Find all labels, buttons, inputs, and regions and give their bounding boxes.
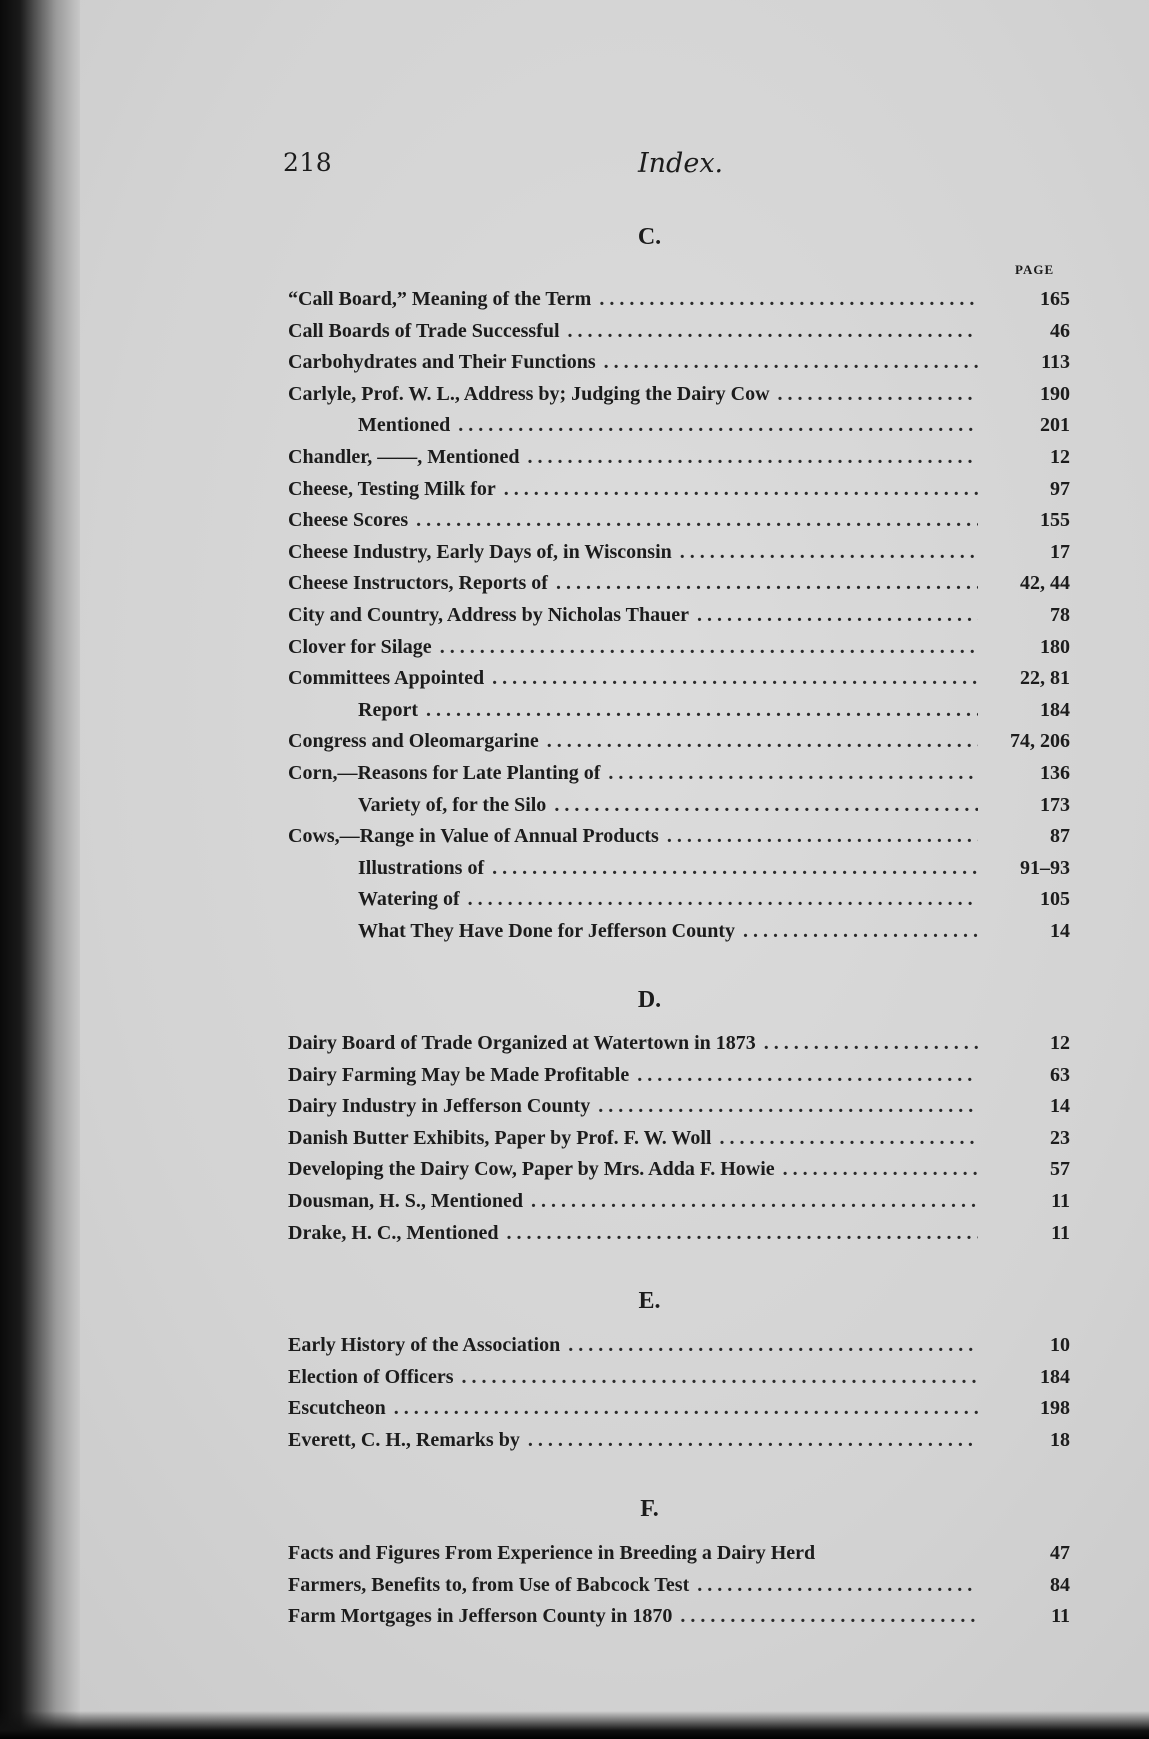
index-entry xyxy=(288,1186,1070,1218)
entry-page: 97 xyxy=(1050,477,1070,500)
leader-dots xyxy=(764,1028,978,1060)
leader-dots xyxy=(680,1601,978,1633)
leader-dots xyxy=(680,537,978,569)
entry-text: Facts and Figures From Experience in Breeding a Dairy Herd xyxy=(288,1542,816,1564)
index-section-d xyxy=(288,1028,1070,1249)
index-entry xyxy=(288,537,1070,569)
leader-dots xyxy=(743,916,978,948)
entry-page: 155 xyxy=(1040,509,1070,532)
entry-page: 105 xyxy=(1040,888,1070,911)
index-entry xyxy=(288,1028,1070,1060)
leader-dots xyxy=(608,758,978,790)
leader-dots xyxy=(504,474,978,506)
index-entry xyxy=(288,663,1070,695)
leader-dots xyxy=(440,632,978,664)
index-entry xyxy=(288,1330,1070,1362)
index-entry xyxy=(288,1601,1070,1633)
entry-page: 63 xyxy=(1050,1063,1070,1086)
entry-page: 47 xyxy=(1050,1542,1070,1564)
leader-dots xyxy=(394,1393,978,1425)
entry-page: 91–93 xyxy=(1020,856,1070,879)
entry-page: 165 xyxy=(1040,288,1070,310)
entry-text: “Call Board,” Meaning of the Term xyxy=(288,288,592,310)
index-entry xyxy=(288,1538,1070,1570)
leader-dots xyxy=(416,505,978,537)
entry-page: 173 xyxy=(1040,793,1070,816)
index-entry xyxy=(288,1123,1070,1155)
running-title: Index. xyxy=(638,148,724,179)
entry-text: What They Have Done for Jefferson County xyxy=(358,919,736,942)
entry-page: 22, 81 xyxy=(1020,667,1070,690)
index-subentry xyxy=(288,853,1070,885)
index-entry xyxy=(288,1570,1070,1602)
entry-page: 42, 44 xyxy=(1020,572,1070,595)
entry-text: Report xyxy=(358,698,418,721)
entry-page: 11 xyxy=(1051,1189,1070,1212)
entry-text: Congress and Oleomargarine xyxy=(288,730,539,753)
entry-page: 57 xyxy=(1050,1158,1070,1181)
leader-dots xyxy=(556,568,978,600)
leader-dots xyxy=(719,1123,978,1155)
leader-dots xyxy=(531,1186,978,1218)
entry-text: Watering of xyxy=(358,888,460,911)
leader-dots xyxy=(568,1330,978,1362)
entry-page: 136 xyxy=(1040,761,1070,784)
entry-page: 184 xyxy=(1040,698,1070,721)
index-entry xyxy=(288,1154,1070,1186)
entry-page: 190 xyxy=(1040,382,1070,405)
index-entry xyxy=(288,1393,1070,1425)
leader-dots xyxy=(492,663,978,695)
index-entry xyxy=(288,474,1070,506)
entry-page: 84 xyxy=(1050,1573,1070,1596)
index-entry xyxy=(288,1362,1070,1394)
entry-page: 78 xyxy=(1050,603,1070,626)
entry-page: 14 xyxy=(1050,1095,1070,1118)
leader-dots xyxy=(697,600,978,632)
page-number: 218 xyxy=(283,148,333,177)
leader-dots xyxy=(598,1091,978,1123)
index-entry xyxy=(288,379,1070,411)
entry-text: Cheese Instructors, Reports of xyxy=(288,572,548,595)
entry-text: Variety of, for the Silo xyxy=(358,793,547,816)
entry-text: Dousman, H. S., Mentioned xyxy=(288,1189,524,1212)
index-entry xyxy=(288,600,1070,632)
leader-dots xyxy=(468,884,978,916)
leader-dots xyxy=(599,284,978,316)
index-entry xyxy=(288,1091,1070,1123)
leader-dots xyxy=(778,379,978,411)
entry-text: Farmers, Benefits to, from Use of Babcock Test xyxy=(288,1573,690,1596)
index-entry xyxy=(288,1060,1070,1092)
index-section-e xyxy=(288,1330,1070,1456)
entry-text: Mentioned xyxy=(358,414,451,437)
entry-text: Carlyle, Prof. W. L., Address by; Judging the Dairy Cow xyxy=(288,382,770,405)
index-subentry xyxy=(288,695,1070,727)
entry-text: Everett, C. H., Remarks by xyxy=(288,1428,520,1451)
entry-page: 23 xyxy=(1050,1126,1070,1149)
leader-dots xyxy=(554,790,978,822)
index-entry xyxy=(288,347,1070,379)
leader-dots xyxy=(528,442,978,474)
index-entry xyxy=(288,284,1070,316)
entry-text: Chandler, ——, Mentioned xyxy=(288,445,520,468)
book-binding xyxy=(0,0,80,1739)
entry-text: Cheese, Testing Milk for xyxy=(288,477,496,500)
entry-text: Dairy Industry in Jefferson County xyxy=(288,1095,591,1118)
entry-page: 87 xyxy=(1050,825,1070,848)
index-entry xyxy=(288,568,1070,600)
entry-text: Developing the Dairy Cow, Paper by Mrs. Adda F. Howie xyxy=(288,1158,775,1181)
entry-text: Early History of the Association xyxy=(288,1334,561,1356)
section-letter-f: F. xyxy=(640,1496,659,1522)
entry-page: 12 xyxy=(1050,445,1070,468)
entry-page: 14 xyxy=(1050,919,1070,942)
entry-text: Call Boards of Trade Successful xyxy=(288,319,560,342)
section-letter-c: C. xyxy=(637,224,662,250)
entry-text: Cheese Scores xyxy=(288,509,409,532)
leader-dots xyxy=(426,695,978,727)
entry-text: Cheese Industry, Early Days of, in Wisconsin xyxy=(288,540,672,563)
leader-dots xyxy=(492,853,978,885)
entry-page: 113 xyxy=(1041,351,1070,374)
leader-dots xyxy=(458,410,978,442)
index-section-f xyxy=(288,1538,1070,1633)
entry-text: Corn,—Reasons for Late Planting of xyxy=(288,761,601,784)
entry-page: 184 xyxy=(1040,1365,1070,1388)
entry-text: Escutcheon xyxy=(288,1397,386,1420)
entry-text: Farm Mortgages in Jefferson County in 1870 xyxy=(288,1605,673,1628)
index-entry xyxy=(288,758,1070,790)
entry-page: 11 xyxy=(1051,1221,1070,1244)
index-section-c xyxy=(288,284,1070,947)
entry-page: 18 xyxy=(1050,1428,1070,1451)
entry-text: Cows,—Range in Value of Annual Products xyxy=(288,825,659,848)
entry-text: Drake, H. C., Mentioned xyxy=(288,1221,499,1244)
leader-dots xyxy=(568,316,979,348)
leader-dots xyxy=(604,347,978,379)
index-subentry xyxy=(288,884,1070,916)
entry-text: Danish Butter Exhibits, Paper by Prof. F. W. Woll xyxy=(288,1126,712,1149)
entry-text: Carbohydrates and Their Functions xyxy=(288,351,596,374)
index-entry xyxy=(288,442,1070,474)
entry-text: Committees Appointed xyxy=(288,667,485,690)
index-entry xyxy=(288,632,1070,664)
index-subentry xyxy=(288,916,1070,948)
index-entry xyxy=(288,821,1070,853)
index-subentry xyxy=(288,790,1070,822)
leader-dots xyxy=(637,1060,978,1092)
leader-dots xyxy=(528,1425,978,1457)
entry-text: Illustrations of xyxy=(358,856,485,879)
entry-text: Dairy Board of Trade Organized at Watertown in 1873 xyxy=(288,1032,756,1054)
leader-dots xyxy=(667,821,978,853)
leader-dots xyxy=(507,1218,978,1250)
index-entry xyxy=(288,505,1070,537)
entry-page: 11 xyxy=(1051,1605,1070,1628)
entry-page: 201 xyxy=(1040,414,1070,437)
entry-text: Clover for Silage xyxy=(288,635,432,658)
index-entry xyxy=(288,316,1070,348)
entry-page: 180 xyxy=(1040,635,1070,658)
leader-dots xyxy=(783,1154,978,1186)
entry-text: Election of Officers xyxy=(288,1365,454,1388)
index-entry xyxy=(288,1218,1070,1250)
entry-page: 74, 206 xyxy=(1010,730,1070,753)
entry-page: 17 xyxy=(1050,540,1070,563)
page-header xyxy=(283,148,1073,188)
index-subentry xyxy=(288,410,1070,442)
entry-text: Dairy Farming May be Made Profitable xyxy=(288,1063,630,1086)
section-letter-e: E. xyxy=(638,1288,661,1314)
index-entry xyxy=(288,1425,1070,1457)
leader-dots xyxy=(462,1362,979,1394)
entry-text: City and Country, Address by Nicholas Thauer xyxy=(288,603,690,626)
page-column-label: PAGE xyxy=(1015,262,1055,277)
entry-page: 46 xyxy=(1050,319,1070,342)
entry-page: 198 xyxy=(1040,1397,1070,1420)
page-bottom-edge xyxy=(0,1711,1149,1739)
entry-page: 10 xyxy=(1050,1334,1070,1356)
entry-page: 12 xyxy=(1050,1032,1070,1054)
leader-dots xyxy=(547,726,978,758)
index-entry xyxy=(288,726,1070,758)
leader-dots xyxy=(697,1570,978,1602)
section-letter-d: D. xyxy=(637,987,662,1013)
